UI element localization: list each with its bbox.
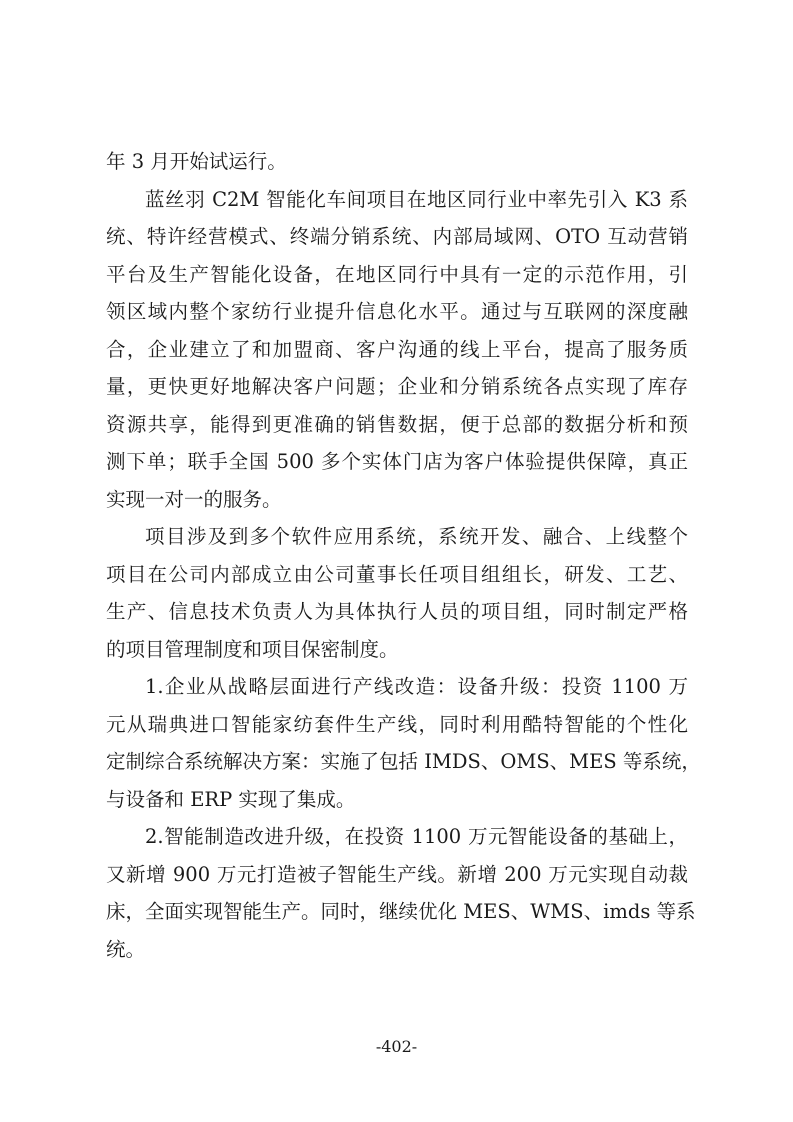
text-line-12: 项目在公司内部成立由公司董事长任项目组组长，研发、工艺、 [106,563,688,586]
text-line-18: 与设备和 ERP 实现了集成。 [106,788,356,811]
text-line-22: 统。 [106,938,146,961]
text-line-10: 实现一对一的服务。 [106,488,282,511]
text-line-3: 统、特许经营模式、终端分销系统、内部局域网、OTO 互动营销 [106,225,688,248]
text-line-16: 元从瑞典进口智能家纺套件生产线，同时利用酷特智能的个性化 [106,713,688,736]
text-line-20: 又新增 900 万元打造被子智能生产线。新增 200 万元实现自动裁 [106,863,688,886]
text-line-14: 的项目管理制度和项目保密制度。 [106,638,399,661]
page-number: -402- [375,1037,418,1056]
text-line-17: 定制综合系统解决方案：实施了包括 IMDS、OMS、MES 等系统， [106,750,701,773]
text-line-5: 领区域内整个家纺行业提升信息化水平。通过与互联网的深度融 [106,300,688,323]
text-line-4: 平台及生产智能化设备，在地区同行中具有一定的示范作用，引 [106,263,688,286]
text-line-21: 床，全面实现智能生产。同时，继续优化 MES、WMS、imds 等系 [106,900,696,923]
text-line-11: 项目涉及到多个软件应用系统，系统开发、融合、上线整个 [145,525,688,548]
text-line-19: 2.智能制造改进升级，在投资 1100 万元智能设备的基础上， [145,825,688,848]
text-line-2: 蓝丝羽 C2M 智能化车间项目在地区同行业中率先引入 K3 系 [145,188,688,211]
text-line-9: 测下单；联手全国 500 多个实体门店为客户体验提供保障，真正 [106,450,688,473]
text-line-13: 生产、信息技术负责人为具体执行人员的项目组，同时制定严格 [106,600,688,623]
text-line-7: 量，更快更好地解决客户问题；企业和分销系统各点实现了库存 [106,375,688,398]
text-line-15: 1.企业从战略层面进行产线改造：设备升级：投资 1100 万 [145,675,688,698]
text-line-8: 资源共享，能得到更准确的销售数据，便于总部的数据分析和预 [106,413,688,436]
text-line-6: 合，企业建立了和加盟商、客户沟通的线上平台，提高了服务质 [106,338,688,361]
text-line-1: 年 3 月开始试运行。 [106,150,287,173]
